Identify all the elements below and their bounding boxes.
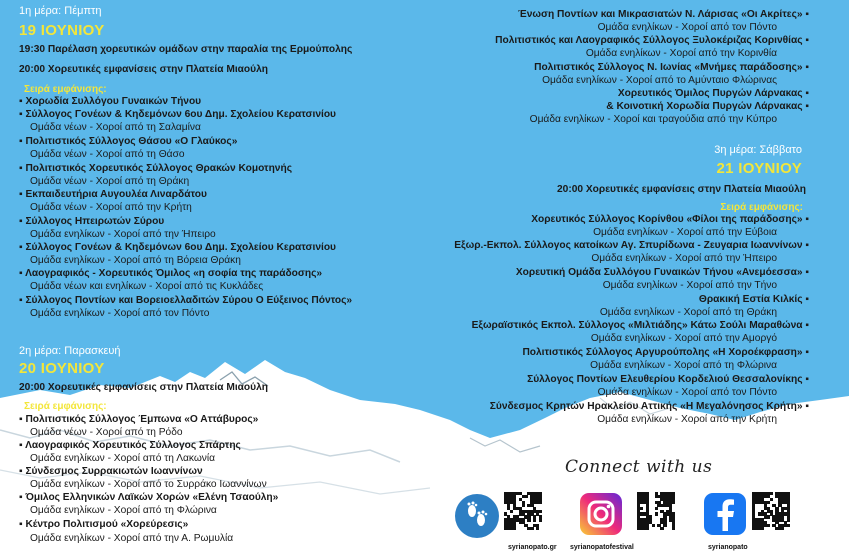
qr-module	[510, 510, 513, 513]
day1-cont-group-desc: Ομάδα ενηλίκων - Χοροί από την Κορινθία	[585, 48, 777, 59]
day1-group-name: ▪ Εκπαιδευτήρια Αυγουλέα Λιναρδάτου	[19, 189, 207, 200]
day3-group-name: Θρακική Εστία Κιλκίς ▪	[698, 294, 809, 305]
qr-module	[767, 515, 770, 518]
festival-logo-icon[interactable]	[455, 494, 499, 538]
day3-group-name: Εξωραϊστικός Εκπολ. Σύλλογος «Μιλτιάδης» Κάτω Σούλι Μαραθώνα ▪	[471, 320, 809, 331]
qr-code-icon[interactable]	[752, 492, 790, 530]
day1-group-name: ▪ Σύλλογος Ποντίων και Βορειοελλαδιτών Σύρου Ο Εύξεινος Πόντος»	[19, 295, 353, 306]
qr-module	[646, 527, 649, 530]
day2-group-desc: Ομάδα νέων - Χοροί από τη Ρόδο	[30, 427, 183, 438]
qr-module	[770, 492, 773, 495]
qr-module	[781, 527, 784, 530]
qr-module	[652, 524, 655, 527]
qr-module	[672, 501, 675, 504]
day3-group-desc: Ομάδα ενηλίκων - Χοροί από τη Φλώρινα	[590, 360, 777, 371]
day2-group-name: ▪ Κέντρο Πολιτισμού «Χορεύρεσις»	[19, 519, 189, 530]
qr-module	[522, 504, 525, 507]
qr-module	[660, 527, 663, 530]
day1-order-label: Σειρά εμφάνισης:	[24, 84, 107, 95]
qr-module	[655, 512, 658, 515]
day1-group-name: ▪ Σύλλογος Ηπειρωτών Σύρου	[19, 216, 165, 227]
day3-group-name: Χορευτικός Σύλλογος Κορίνθου «Φίλοι της παράδοσης» ▪	[531, 214, 809, 225]
day1-cont-group-desc: Ομάδα ενηλίκων - Χοροί από τον Πόντο	[597, 22, 777, 33]
day3-group-desc: Ομάδα ενηλίκων - Χοροί από την Εύβοια	[593, 227, 777, 238]
qr-module	[527, 518, 530, 521]
day1-group-name: ▪ Σύλλογος Γονέων & Κηδεμόνων 6ου Δημ. Σχολείου Κερατσινίου	[19, 109, 336, 120]
day2-group-name: ▪ Πολιτιστικός Σύλλογος Έμπωνα «Ο Αττάβυρος»	[19, 414, 259, 425]
day1-group-name: ▪ Πολιτιστικός Χορευτικός Σύλλογος Θρακών Κομοτηνής	[19, 163, 292, 174]
qr-module	[513, 527, 516, 530]
day1-event-2: 20:00 Χορευτικές εμφανίσεις στην Πλατεία Μιαούλη	[19, 64, 268, 75]
qr-module	[672, 527, 675, 530]
handle-website[interactable]: syrianopato.gr	[508, 544, 557, 551]
connect-heading: Connect with us	[565, 457, 713, 477]
day3-group-desc: Ομάδα ενηλίκων - Χοροί από την Ήπειρο	[591, 253, 777, 264]
day2-group-desc: Ομάδα ενηλίκων - Χοροί από τη Φλώρινα	[30, 505, 217, 516]
qr-module	[536, 527, 539, 530]
day3-group-name: Χορευτική Ομάδα Συλλόγου Γυναικών Τήνου «Ανεμόεσσα» ▪	[515, 267, 809, 278]
qr-module	[663, 524, 666, 527]
day2-group-name: ▪ Λαογραφικός Χορευτικός Σύλλογος Σπάρτης	[19, 440, 241, 451]
day1-group-desc: Ομάδα νέων και ενηλίκων - Χοροί από τις Κυκλάδες	[30, 281, 264, 292]
day1-group-desc: Ομάδα νέων - Χοροί από τη Θράκη	[30, 176, 190, 187]
day1-cont-group-name-2: & Κοινοτική Χορωδία Πυργών Λάρνακας ▪	[606, 101, 809, 112]
day1-cont-group-name: Ένωση Ποντίων και Μικρασιατών Ν. Λάρισας «Οι Ακρίτες» ▪	[518, 9, 809, 20]
qr-code-icon[interactable]	[504, 492, 542, 530]
day3-group-name: Σύνδεσμος Κρητών Ηρακλείου Αττικής «Η Μεγαλόνησος Κρήτη» ▪	[489, 401, 809, 412]
day2-date: 20 ΙΟΥΝΙΟΥ	[19, 360, 105, 377]
day1-cont-group-name: Πολιτιστικός και Λαογραφικός Σύλλογος Ξυλοκέριζας Κορινθίας ▪	[495, 35, 809, 46]
day3-group-desc: Ομάδα ενηλίκων - Χοροί από την Αμοργό	[590, 333, 777, 344]
day2-group-name: ▪ Σύνδεσμος Συρρακιωτών Ιωαννίνων	[19, 466, 203, 477]
day1-cont-group-name: Χορευτικός Όμιλος Πυργών Λάρνακας ▪	[617, 88, 809, 99]
qr-module	[533, 518, 536, 521]
day3-group-desc: Ομάδα ενηλίκων - Χοροί από την Κρήτη	[597, 414, 777, 425]
day2-group-desc: Ομάδα ενηλίκων - Χοροί από την Α. Ρωμυλία	[30, 533, 234, 544]
day1-group-desc: Ομάδα ενηλίκων - Χοροί από τη Βόρεια Θράκη	[30, 255, 241, 266]
day3-group-desc: Ομάδα ενηλίκων - Χοροί από την Τήνο	[602, 280, 777, 291]
qr-module	[655, 507, 658, 510]
day1-group-name: ▪ Σύλλογος Γονέων & Κηδεμόνων 6ου Δημ. Σχολείου Κερατσινίου	[19, 242, 336, 253]
day1-group-desc: Ομάδα νέων - Χοροί από τη Σαλαμίνα	[30, 122, 201, 133]
qr-module	[640, 507, 643, 510]
day3-label: 3η μέρα: Σάββατο	[714, 144, 802, 156]
day3-event-1: 20:00 Χορευτικές εμφανίσεις στην Πλατεία Μιαούλη	[557, 184, 806, 195]
qr-module	[524, 495, 527, 498]
day2-group-name: ▪ Όμιλος Ελληνικών Λαϊκών Χορών «Ελένη Τσαούλη»	[19, 492, 279, 503]
day1-cont-group-desc: Ομάδα ενηλίκων - Χοροί και τραγούδια από την Κύπρο	[529, 114, 777, 125]
day1-group-name: ▪ Λαογραφικός - Χορευτικός Όμιλος «η σοφία της παράδοσης»	[19, 268, 323, 279]
qr-module	[767, 524, 770, 527]
day1-label: 1η μέρα: Πέμπτη	[19, 5, 102, 17]
qr-module	[767, 501, 770, 504]
day3-group-name: Σύλλογος Ποντίων Ελευθερίου Κορδελιού Θεσσαλονίκης ▪	[527, 374, 809, 385]
qr-module	[787, 524, 790, 527]
day3-group-desc: Ομάδα ενηλίκων - Χοροί από τη Θράκη	[599, 307, 777, 318]
qr-module	[539, 501, 542, 504]
qr-module	[787, 518, 790, 521]
day3-group-desc: Ομάδα ενηλίκων - Χοροί από τον Πόντο	[597, 387, 777, 398]
qr-module	[761, 527, 764, 530]
day2-event-1: 20:00 Χορευτικές εμφανίσεις στην Πλατεία Μιαούλη	[19, 382, 268, 393]
qr-module	[539, 518, 542, 521]
day2-group-desc: Ομάδα ενηλίκων - Χοροί από τη Λακωνία	[30, 453, 216, 464]
day1-group-desc: Ομάδα νέων - Χοροί από τη Θάσο	[30, 149, 185, 160]
day2-order-label: Σειρά εμφάνισης:	[24, 401, 107, 412]
day1-group-desc: Ομάδα ενηλίκων - Χοροί από τον Πόντο	[30, 308, 210, 319]
day1-group-desc: Ομάδα ενηλίκων - Χοροί από την Ήπειρο	[30, 229, 216, 240]
qr-module	[530, 527, 533, 530]
day3-order-label: Σειρά εμφάνισης:	[720, 202, 803, 213]
day3-date: 21 ΙΟΥΝΙΟΥ	[716, 160, 802, 177]
day1-group-name: ▪ Χορωδία Συλλόγου Γυναικών Τήνου	[19, 96, 202, 107]
facebook-icon[interactable]	[704, 493, 746, 535]
instagram-icon[interactable]	[580, 493, 622, 535]
day1-cont-group-name: Πολιτιστικός Σύλλογος Ν. Ιωνίας «Μνήμες παράδοσης» ▪	[534, 62, 809, 73]
handle-instagram[interactable]: syrianopatofestival	[570, 544, 634, 551]
day1-group-desc: Ομάδα νέων - Χοροί από την Κρήτη	[30, 202, 192, 213]
qr-module	[539, 510, 542, 513]
qr-code-icon[interactable]	[637, 492, 675, 530]
day3-group-name: Πολιτιστικός Σύλλογος Αργυρούπολης «Η Χοροέκφραση» ▪	[522, 347, 809, 358]
day2-label: 2η μέρα: Παρασκευή	[19, 345, 121, 357]
handle-facebook[interactable]: syrianopato	[708, 544, 748, 551]
day3-group-name: Εξωρ.-Εκπολ. Σύλλογος κατοίκων Αγ. Σπυρίδωνα - Ζευγαρια Ιωαννίνων ▪	[454, 240, 809, 251]
day1-event-1: 19:30 Παρέλαση χορευτικών ομάδων στην παραλία της Ερμούπολης	[19, 44, 353, 55]
day2-group-desc: Ομάδα ενηλίκων - Χοροί από το Συρράκο Ιωαννίνων	[30, 479, 267, 490]
day1-cont-group-desc: Ομάδα ενηλίκων - Χοροί από το Αμύνταιο Φλώρινας	[542, 75, 777, 86]
day1-group-name: ▪ Πολιτιστικός Σύλλογος Θάσου «Ο Γλαύκος»	[19, 136, 238, 147]
qr-module	[770, 498, 773, 501]
day1-date: 19 ΙΟΥΝΙΟΥ	[19, 22, 105, 39]
